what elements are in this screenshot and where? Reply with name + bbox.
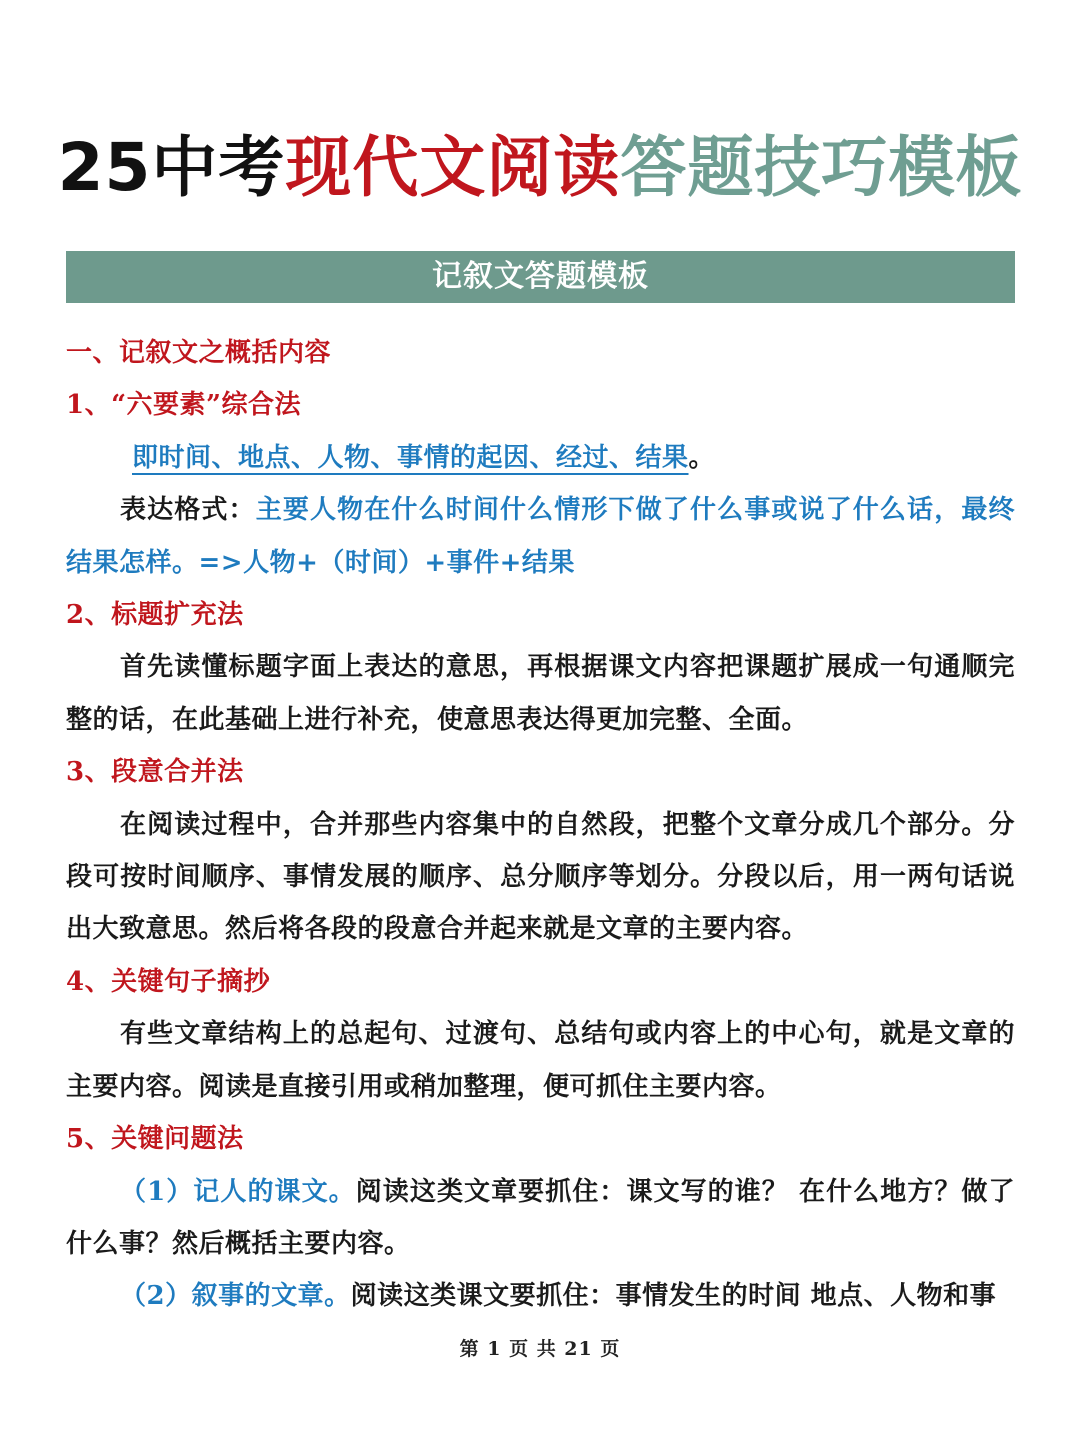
document-body <box>66 327 1015 1323</box>
page-title <box>0 128 1080 208</box>
key-questions-item-2 <box>66 1270 1015 1322</box>
six-elements-period: 。 <box>688 442 716 473</box>
heading-six-elements: 1、“六要素”综合法 <box>66 390 302 421</box>
six-elements-line <box>66 432 1015 484</box>
item-2-text: 阅读这类课文要抓住：事情发生的时间 地点、人物和事 <box>350 1281 997 1312</box>
title-part-templates: 答题技巧模板 <box>620 129 1023 206</box>
heading-summarize-content: 一、记叙文之概括内容 <box>66 338 332 368</box>
title-expansion-body: 首先读懂标题字面上表达的意思，再根据课文内容把课题扩展成一句通顺完整的话，在此基础上进行补充，使意思表达得更加完整、全面。 <box>66 652 1015 735</box>
title-part-reading: 现代文阅读 <box>285 129 621 206</box>
paragraph-merge-body: 在阅读过程中，合并那些内容集中的自然段，把整个文章分成几个部分。分段可按时间顺序、事情发展的顺序、总分顺序等划分。分段以后，用一两句话说出大致意思。然后将各段的段意合并起来就是文章的主要内容。 <box>66 809 1015 945</box>
item-2-label: （2）叙事的文章。 <box>120 1281 351 1312</box>
six-elements-text: 即时间、地点、人物、事情的起因、经过、结果 <box>132 442 689 473</box>
heading-key-questions: 5、关键问题法 <box>66 1124 244 1155</box>
section-banner: 记叙文答题模板 <box>66 251 1015 303</box>
page-number-footer: 第 1 页 共 21 页 <box>459 1338 621 1360</box>
format-label: 表达格式： <box>120 495 256 526</box>
item-1-text: 阅读这类文章要抓住：课文写的谁？ 在什么地方？做了什么事？然后概括主要内容。 <box>66 1176 1015 1259</box>
key-questions-item-1 <box>66 1166 1015 1271</box>
heading-paragraph-merge: 3、段意合并法 <box>66 757 244 788</box>
format-paragraph <box>66 484 1015 589</box>
item-1-label: （1）记人的课文。 <box>120 1176 356 1207</box>
heading-key-sentences: 4、关键句子摘抄 <box>66 966 271 997</box>
heading-title-expansion: 2、标题扩充法 <box>66 600 244 631</box>
format-text: 主要人物在什么时间什么情形下做了什么事或说了什么话，最终结果怎样。=>人物+（时间）+事件+结果 <box>66 495 1015 578</box>
title-part-exam: 25中考 <box>57 129 286 206</box>
key-sentences-body: 有些文章结构上的总起句、过渡句、总结句或内容上的中心句，就是文章的主要内容。阅读是直接引用或稍加整理，便可抓住主要内容。 <box>66 1019 1015 1102</box>
